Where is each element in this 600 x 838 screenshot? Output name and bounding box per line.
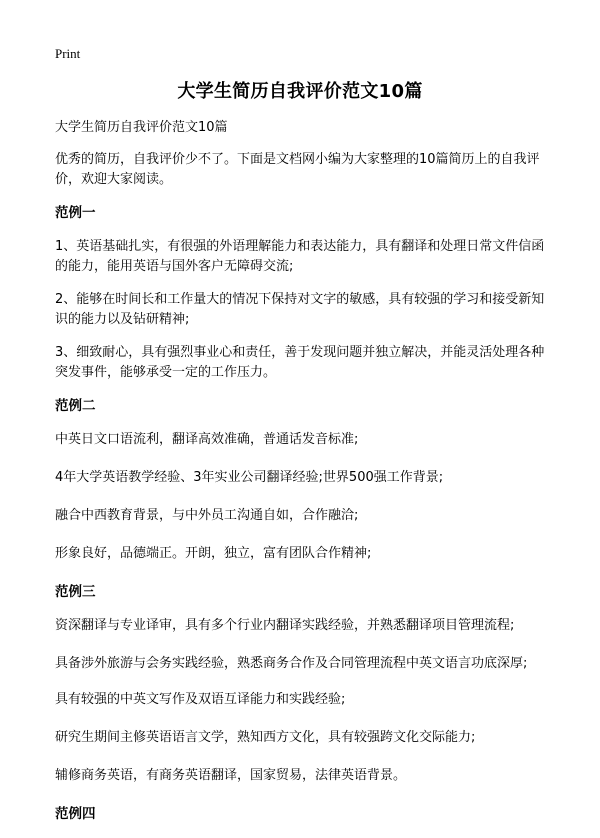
print-link[interactable]: Print	[55, 46, 81, 61]
list-item: 4年大学英语教学经验、3年实业公司翻译经验;世界500强工作背景;	[55, 470, 444, 485]
section-example-2	[55, 396, 553, 564]
section-heading: 范例四	[55, 806, 96, 822]
list-item: 具有较强的中英文写作及双语互译能力和实践经验;	[55, 692, 346, 707]
document-subtitle: 大学生简历自我评价范文10篇	[55, 120, 228, 135]
list-item: 中英日文口语流利，翻译高效准确，普通话发音标准;	[55, 432, 359, 447]
list-item: 形象良好，品德端正。开朗，独立，富有团队合作精神;	[55, 546, 372, 561]
section-example-1	[55, 203, 553, 383]
list-item: 融合中西教育背景，与中外员工沟通自如，合作融洽;	[55, 508, 359, 523]
list-item: 3、细致耐心，具有强烈事业心和责任，善于发现问题并独立解决，并能灵活处理各种突发事件，能够承受一定的工作压力。	[55, 345, 545, 380]
list-item: 具备涉外旅游与会务实践经验，熟悉商务合作及合同管理流程中英文语言功底深厚;	[55, 656, 528, 671]
list-item: 1、英语基础扎实，有很强的外语理解能力和表达能力，具有翻译和处理日常文件信函的能力，能用英语与国外客户无障碍交流;	[55, 239, 545, 274]
list-item: 辅修商务英语，有商务英语翻译，国家贸易，法律英语背景。	[55, 768, 407, 783]
section-example-4	[55, 804, 553, 824]
section-heading: 范例二	[55, 398, 96, 414]
section-heading: 范例三	[55, 584, 96, 600]
page-title: 大学生简历自我评价范文10篇	[177, 81, 423, 102]
list-item: 2、能够在时间长和工作量大的情况下保持对文字的敏感，具有较强的学习和接受新知识的能力以及钻研精神;	[55, 292, 545, 327]
section-example-3	[55, 582, 553, 786]
section-heading: 范例一	[55, 205, 96, 221]
list-item: 资深翻译与专业译审，具有多个行业内翻译实践经验，并熟悉翻译项目管理流程;	[55, 618, 515, 633]
document-body	[55, 118, 553, 838]
list-item: 研究生期间主修英语语言文学，熟知西方文化，具有较强跨文化交际能力;	[55, 730, 476, 745]
intro-paragraph: 优秀的简历，自我评价少不了。下面是文档网小编为大家整理的10篇简历上的自我评价，欢迎大家阅读。	[55, 152, 540, 187]
